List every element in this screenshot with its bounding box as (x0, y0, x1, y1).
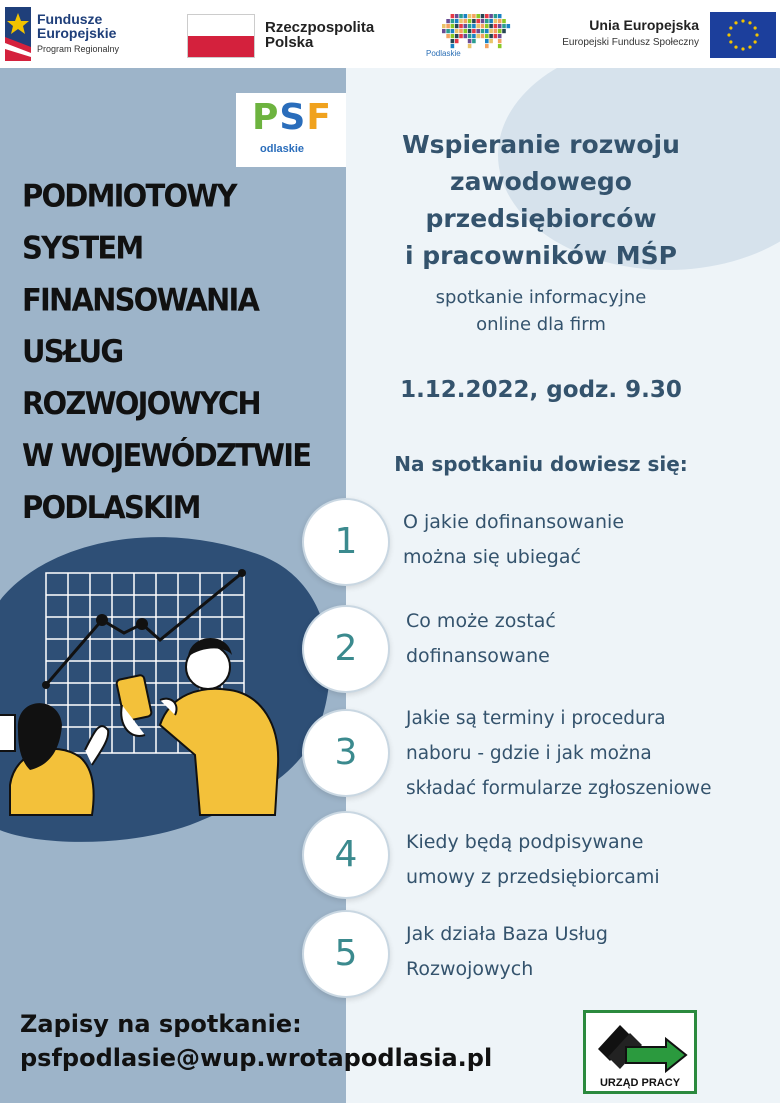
pl-line1: Rzeczpospolita (265, 19, 375, 36)
headline-line: przedsiębiorców (425, 204, 657, 233)
subline (366, 284, 716, 338)
fe-line1: Fundusze (37, 11, 103, 27)
title-line: PODMIOTOWY (22, 177, 236, 215)
bison-tile-icon (459, 14, 463, 18)
urzad-pracy-label: URZĄD PRACY (599, 1077, 681, 1089)
bison-tile-icon (498, 34, 502, 38)
bison-tile-icon (476, 29, 480, 33)
signup-label: Zapisy na spotkanie: (20, 1010, 302, 1038)
title-line: SYSTEM (22, 229, 143, 267)
bison-tile-icon (502, 24, 506, 28)
bison-tile-icon (498, 24, 502, 28)
fe-line3: Program Regionalny (37, 44, 120, 54)
eu-star-icon (748, 46, 751, 49)
eu-star-icon (729, 26, 732, 29)
ue-line2: Europejski Fundusz Społeczny (562, 37, 699, 48)
subline-line: spotkanie informacyjne (435, 287, 647, 308)
bison-tile-icon (451, 34, 455, 38)
bison-tile-icon (451, 14, 455, 18)
item-text (406, 917, 780, 987)
bison-tile-icon (464, 19, 468, 23)
item-line: Kiedy będą podpisywane (406, 831, 644, 853)
item-text (406, 701, 780, 806)
bison-tile-icon (498, 14, 502, 18)
eu-star-icon (734, 46, 737, 49)
eu-star-icon (727, 33, 730, 36)
polish-flag-icon (187, 14, 255, 58)
bison-tile-icon (489, 14, 493, 18)
bison-tile-icon (468, 34, 472, 38)
signup-email-link[interactable]: psfpodlasie@wup.wrotapodlasia.pl (20, 1044, 493, 1072)
bison-tile-icon (502, 29, 506, 33)
bison-tile-icon (442, 24, 446, 28)
bison-tile-icon (472, 29, 476, 33)
bison-tile-icon (455, 24, 459, 28)
bison-tile-icon (446, 24, 450, 28)
number-circle: 2 (302, 605, 390, 693)
item-line: Jakie są terminy i procedura (406, 708, 666, 729)
headline-line: Wspieranie rozwoju (402, 130, 680, 159)
logo-bar (0, 0, 780, 68)
bison-tile-icon (498, 19, 502, 23)
bison-tile-icon (494, 29, 498, 33)
eu-star-icon (755, 33, 758, 36)
eu-star-icon (741, 19, 744, 22)
eu-star-icon (748, 21, 751, 24)
bison-tile-icon (472, 19, 476, 23)
number-circle: 5 (302, 910, 390, 998)
bison-tile-icon (464, 29, 468, 33)
bison-tile-icon (485, 34, 489, 38)
number-circle: 1 (302, 498, 390, 586)
bison-tile-icon (455, 29, 459, 33)
bison-tile-icon (485, 44, 489, 48)
bison-tile-icon (468, 39, 472, 43)
bison-tile-icon (446, 29, 450, 33)
headline-line: zawodowego (450, 167, 632, 196)
bison-tile-icon (451, 19, 455, 23)
bison-tile-icon (494, 24, 498, 28)
bison-tile-icon (481, 19, 485, 23)
bison-tile-icon (494, 14, 498, 18)
main-title (22, 170, 322, 533)
bison-tile-icon (464, 24, 468, 28)
item-line: O jakie dofinansowanie (403, 511, 625, 533)
item-line: umowy z przedsiębiorcami (406, 866, 660, 888)
fundusze-europejskie-text (37, 12, 119, 56)
bison-tile-icon (455, 34, 459, 38)
title-line: USŁUG (22, 333, 123, 370)
title-line: W WOJEWÓDZTWIE (22, 436, 311, 474)
bison-tile-icon (459, 34, 463, 38)
bison-tile-icon (455, 39, 459, 43)
bison-tile-icon (468, 14, 472, 18)
rzeczpospolita-text (265, 20, 374, 50)
bison-tile-icon (489, 29, 493, 33)
bison-tile-icon (468, 29, 472, 33)
bison-tile-icon (476, 19, 480, 23)
bison-tile-icon (489, 34, 493, 38)
business-chart-illustration (0, 525, 346, 845)
item-text (403, 505, 780, 575)
bison-tile-icon (451, 29, 455, 33)
bison-tile-icon (468, 24, 472, 28)
bison-tile-icon (485, 29, 489, 33)
bison-tile-icon (498, 29, 502, 33)
bison-tile-icon (494, 19, 498, 23)
bison-tile-icon (481, 24, 485, 28)
fundusze-europejskie-logo-icon (5, 7, 31, 61)
ue-line1: Unia Europejska (589, 17, 699, 33)
bison-tile-icon (481, 14, 485, 18)
unia-europejska-text (555, 17, 699, 48)
eu-flag-icon (710, 12, 776, 58)
bison-tile-icon (489, 24, 493, 28)
bison-tile-icon (485, 24, 489, 28)
bison-tile-icon (472, 39, 476, 43)
headline-line: i pracowników MŚP (405, 241, 677, 270)
bison-tile-icon (476, 34, 480, 38)
item-line: składać formularze zgłoszeniowe (406, 778, 712, 799)
event-date: 1.12.2022, godz. 9.30 (400, 377, 682, 403)
item-line: Jak działa Baza Usług (406, 923, 608, 945)
item-line: naboru - gdzie i jak można (406, 743, 652, 764)
bison-tile-icon (468, 44, 472, 48)
psf-podlaskie-logo (236, 93, 346, 167)
bison-tile-icon (459, 19, 463, 23)
bison-tile-icon (468, 19, 472, 23)
pl-line2: Polska (265, 34, 314, 51)
headline (366, 126, 716, 274)
bison-tile-icon (494, 34, 498, 38)
bison-tile-icon (451, 24, 455, 28)
eu-star-icon (754, 26, 757, 29)
title-line: PODLASKIM (22, 488, 200, 526)
bison-tile-icon (442, 29, 446, 33)
eu-star-icon (729, 40, 732, 43)
eu-star-icon (734, 21, 737, 24)
bison-tile-icon (485, 19, 489, 23)
podlaskie-label: Podlaskie (426, 49, 461, 58)
bison-tile-icon (451, 39, 455, 43)
bison-tile-icon (472, 14, 476, 18)
podlaskie-bison-logo-icon (440, 12, 512, 54)
bison-tile-icon (485, 39, 489, 43)
psf-sublabel: odlaskie (260, 143, 305, 155)
title-line: FINANSOWANIA (22, 281, 259, 318)
bison-tile-icon (446, 34, 450, 38)
bison-tile-icon (481, 29, 485, 33)
bison-tile-icon (476, 24, 480, 28)
bison-tile-icon (455, 14, 459, 18)
bison-tile-icon (459, 24, 463, 28)
bison-tile-icon (481, 34, 485, 38)
urzad-pracy-arrow-icon (586, 1013, 694, 1079)
bison-tile-icon (489, 19, 493, 23)
urzad-pracy-logo (583, 1010, 697, 1094)
item-line: Rozwojowych (406, 958, 534, 980)
bison-tile-icon (446, 19, 450, 23)
bison-tile-icon (502, 19, 506, 23)
bison-tile-icon (464, 34, 468, 38)
item-text (406, 604, 780, 674)
item-line: Co może zostać (406, 610, 556, 632)
bison-tile-icon (455, 19, 459, 23)
bison-tile-icon (464, 14, 468, 18)
eu-star-icon (754, 40, 757, 43)
number-circle: 4 (302, 811, 390, 899)
number-circle: 3 (302, 709, 390, 797)
item-text (406, 825, 780, 895)
bison-tile-icon (476, 14, 480, 18)
fe-line2: Europejskie (37, 25, 117, 41)
bison-tile-icon (472, 24, 476, 28)
subline-line: online dla firm (476, 314, 606, 335)
bison-tile-icon (485, 14, 489, 18)
bison-tile-icon (498, 39, 502, 43)
bison-tile-icon (498, 44, 502, 48)
bison-tile-icon (507, 24, 511, 28)
item-line: dofinansowane (406, 645, 550, 667)
bison-tile-icon (489, 39, 493, 43)
title-line: ROZWOJOWYCH (22, 384, 260, 422)
psf-wordmark-icon: PSF (252, 97, 332, 138)
item-line: można się ubiegać (403, 546, 581, 568)
learn-heading: Na spotkaniu dowiesz się: (394, 452, 688, 476)
bison-tile-icon (459, 29, 463, 33)
bison-tile-icon (472, 34, 476, 38)
eu-star-icon (741, 47, 744, 50)
bison-tile-icon (451, 44, 455, 48)
